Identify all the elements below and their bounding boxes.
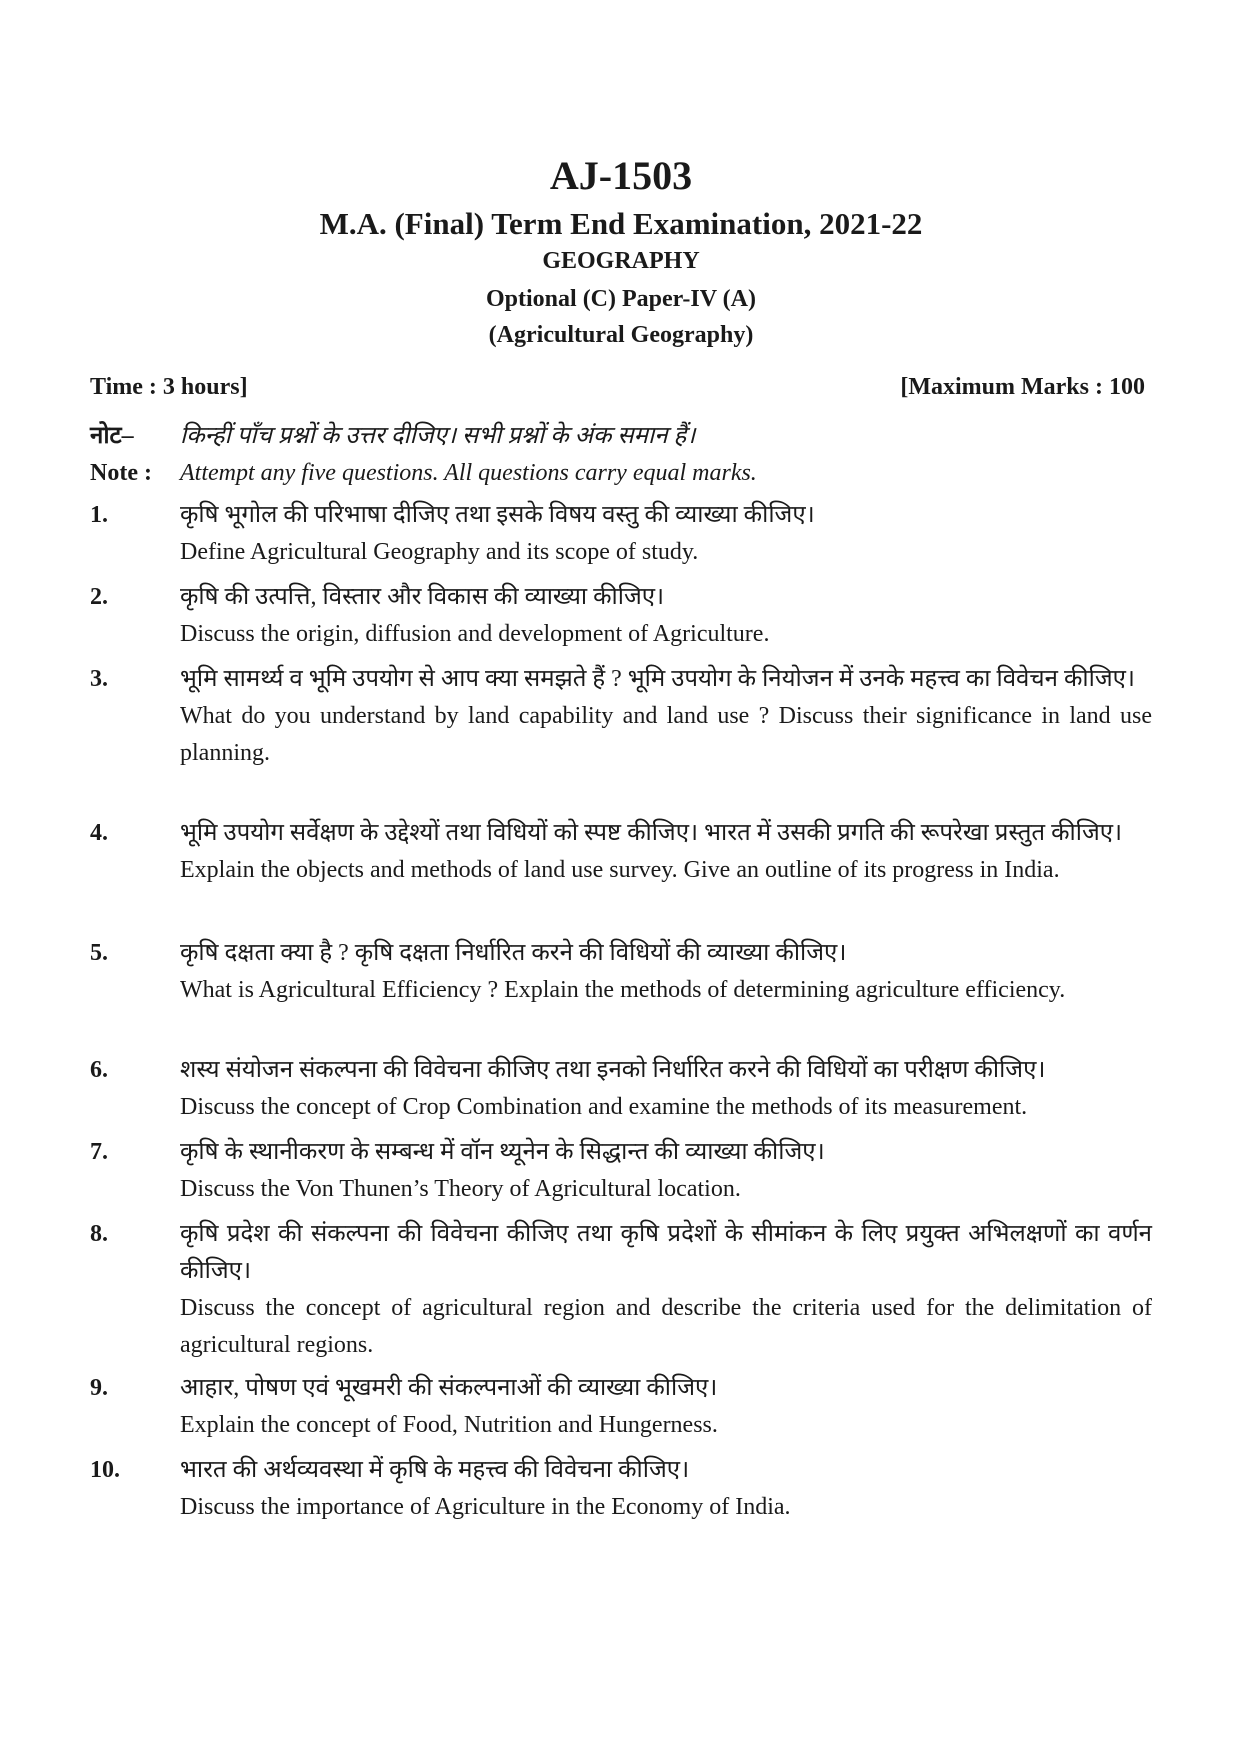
question-english: Discuss the importance of Agriculture in the Economy of India.: [180, 1494, 791, 1520]
question-5: [90, 935, 1152, 1009]
question-english: Discuss the concept of Crop Combination and examine the methods of its measurement.: [180, 1094, 1028, 1120]
question-english: Discuss the origin, diffusion and development of Agriculture.: [180, 621, 770, 647]
note-english-label: Note :: [90, 460, 152, 486]
note-hindi-text: किन्हीं पाँच प्रश्नों के उत्तर दीजिए। सभी प्रश्नों के अंक समान हैं।: [180, 423, 696, 449]
time-allowed: Time : 3 hours]: [90, 374, 248, 400]
question-3: [90, 661, 1152, 772]
question-english: What is Agricultural Efficiency ? Explain the methods of determining agriculture efficiency.: [180, 977, 1066, 1003]
question-number: 1.: [90, 502, 108, 528]
question-number: 7.: [90, 1139, 108, 1165]
question-number: 5.: [90, 940, 108, 966]
question-9: [90, 1370, 1152, 1444]
question-english: Discuss the concept of agricultural region and describe the criteria used for the delimitation of agricultural regions.: [180, 1295, 1152, 1358]
question-hindi: भूमि उपयोग सर्वेक्षण के उद्देश्यों तथा विधियों को स्पष्ट कीजिए। भारत में उसकी प्रगति की रूपरेखा प्रस्तुत कीजिए।: [180, 820, 1123, 846]
question-number: 3.: [90, 666, 108, 692]
question-english: Define Agricultural Geography and its scope of study.: [180, 539, 699, 565]
note-english-text: Attempt any five questions. All questions carry equal marks.: [180, 460, 757, 486]
subject-title: GEOGRAPHY: [542, 248, 700, 274]
question-hindi: कृषि प्रदेश की संकल्पना की विवेचना कीजिए तथा कृषि प्रदेशों के सीमांकन के लिए प्रयुक्त अभिलक्षणों का वर्णन कीजिए।: [180, 1221, 1152, 1284]
exam-meta: [90, 374, 1145, 401]
question-number: 10.: [90, 1457, 120, 1483]
note-english: [90, 460, 1150, 487]
question-7: [90, 1134, 1152, 1208]
maximum-marks: [Maximum Marks : 100: [900, 374, 1145, 400]
question-hindi: आहार, पोषण एवं भूखमरी की संकल्पनाओं की व्याख्या कीजिए।: [180, 1375, 718, 1401]
exam-title: M.A. (Final) Term End Examination, 2021-22: [319, 206, 923, 241]
question-english: Discuss the Von Thunen’s Theory of Agricultural location.: [180, 1176, 741, 1202]
question-4: [90, 815, 1152, 889]
question-number: 4.: [90, 820, 108, 846]
note-hindi: [90, 418, 1150, 451]
paper-name: (Agricultural Geography): [488, 322, 754, 348]
question-8: [90, 1216, 1152, 1364]
question-10: [90, 1452, 1152, 1526]
question-english: What do you understand by land capability and land use ? Discuss their significance in land use planning.: [180, 703, 1152, 766]
question-number: 8.: [90, 1221, 108, 1247]
question-hindi: शस्य संयोजन संकल्पना की विवेचना कीजिए तथा इनको निर्धारित करने की विधियों का परीक्षण कीजिए।: [180, 1057, 1046, 1083]
paper-number: Optional (C) Paper-IV (A): [486, 286, 756, 312]
question-number: 2.: [90, 584, 108, 610]
question-number: 9.: [90, 1375, 108, 1401]
question-2: [90, 579, 1152, 653]
question-hindi: कृषि की उत्पत्ति, विस्तार और विकास की व्याख्या कीजिए।: [180, 584, 665, 610]
question-english: Explain the concept of Food, Nutrition and Hungerness.: [180, 1412, 718, 1438]
question-hindi: भूमि सामर्थ्य व भूमि उपयोग से आप क्या समझते हैं ? भूमि उपयोग के नियोजन में उनके महत्त्व का विवेचन कीजिए।: [180, 666, 1136, 692]
question-english: Explain the objects and methods of land use survey. Give an outline of its progress in India.: [180, 857, 1060, 883]
question-hindi: भारत की अर्थव्यवस्था में कृषि के महत्त्व की विवेचना कीजिए।: [180, 1457, 690, 1483]
note-hindi-label: नोट–: [90, 423, 134, 449]
question-1: [90, 497, 1152, 571]
paper-code: AJ-1503: [549, 153, 693, 198]
question-number: 6.: [90, 1057, 108, 1083]
question-hindi: कृषि दक्षता क्या है ? कृषि दक्षता निर्धारित करने की विधियों की व्याख्या कीजिए।: [180, 940, 847, 966]
question-hindi: कृषि के स्थानीकरण के सम्बन्ध में वॉन थ्यूनेन के सिद्धान्त की व्याख्या कीजिए।: [180, 1139, 825, 1165]
question-6: [90, 1052, 1152, 1126]
question-hindi: कृषि भूगोल की परिभाषा दीजिए तथा इसके विषय वस्तु की व्याख्या कीजिए।: [180, 502, 815, 528]
